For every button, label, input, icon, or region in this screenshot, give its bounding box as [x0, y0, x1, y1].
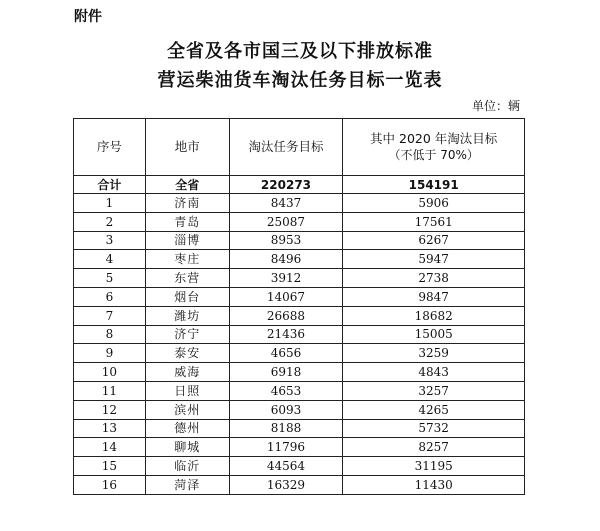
row-target-2020: 3257 [343, 381, 525, 400]
row-target-2020: 31195 [343, 457, 525, 476]
row-task: 26688 [229, 306, 343, 325]
row-task: 8496 [229, 250, 343, 269]
row-seq: 1 [74, 194, 146, 213]
row-city: 济宁 [145, 325, 229, 344]
table-row [74, 306, 525, 325]
row-city: 日照 [145, 381, 229, 400]
row-city: 淄博 [145, 231, 229, 250]
table-row [74, 325, 525, 344]
row-seq: 9 [74, 344, 146, 363]
total-target-2020: 154191 [343, 176, 525, 194]
table-row [74, 194, 525, 213]
row-city: 菏泽 [145, 475, 229, 494]
row-task: 14067 [229, 287, 343, 306]
row-task: 8953 [229, 231, 343, 250]
row-task: 6918 [229, 363, 343, 382]
row-target-2020: 5732 [343, 419, 525, 438]
row-city: 聊城 [145, 438, 229, 457]
row-city: 临沂 [145, 457, 229, 476]
row-city: 德州 [145, 419, 229, 438]
row-seq: 4 [74, 250, 146, 269]
row-target-2020: 11430 [343, 475, 525, 494]
row-city: 潍坊 [145, 306, 229, 325]
row-task: 8437 [229, 194, 343, 213]
row-target-2020: 8257 [343, 438, 525, 457]
table-row [74, 212, 525, 231]
table-row [74, 438, 525, 457]
row-task: 16329 [229, 475, 343, 494]
row-task: 4653 [229, 381, 343, 400]
document-title-line2: 营运柴油货车淘汰任务目标一览表 [157, 70, 443, 91]
row-seq: 12 [74, 400, 146, 419]
row-city: 东营 [145, 269, 229, 288]
table-row [74, 381, 525, 400]
table-row [74, 344, 525, 363]
row-task: 6093 [229, 400, 343, 419]
row-target-2020: 6267 [343, 231, 525, 250]
row-task: 44564 [229, 457, 343, 476]
row-task: 3912 [229, 269, 343, 288]
table-row [74, 419, 525, 438]
row-seq: 6 [74, 287, 146, 306]
row-task: 21436 [229, 325, 343, 344]
table-row [74, 475, 525, 494]
table-row [74, 287, 525, 306]
table-row [74, 250, 525, 269]
total-city: 全省 [145, 176, 229, 194]
row-target-2020: 4843 [343, 363, 525, 382]
header-task: 淘汰任务目标 [229, 119, 343, 176]
row-seq: 10 [74, 363, 146, 382]
unit-label: 单位：辆 [471, 99, 520, 113]
header-target-2020 [343, 119, 525, 176]
row-seq: 8 [74, 325, 146, 344]
row-seq: 3 [74, 231, 146, 250]
table-row [74, 400, 525, 419]
row-city: 滨州 [145, 400, 229, 419]
table-row [74, 457, 525, 476]
document-title-line1: 全省及各市国三及以下排放标准 [167, 41, 433, 62]
row-city: 威海 [145, 363, 229, 382]
row-seq: 13 [74, 419, 146, 438]
row-target-2020: 15005 [343, 325, 525, 344]
row-task: 25087 [229, 212, 343, 231]
row-seq: 16 [74, 475, 146, 494]
row-target-2020: 9847 [343, 287, 525, 306]
table-header-row [74, 119, 525, 176]
row-city: 枣庄 [145, 250, 229, 269]
row-target-2020: 3259 [343, 344, 525, 363]
row-seq: 2 [74, 212, 146, 231]
total-task: 220273 [229, 176, 343, 194]
header-seq: 序号 [74, 119, 146, 176]
header-city: 地市 [145, 119, 229, 176]
row-target-2020: 17561 [343, 212, 525, 231]
row-task: 4656 [229, 344, 343, 363]
row-seq: 7 [74, 306, 146, 325]
row-city: 泰安 [145, 344, 229, 363]
row-target-2020: 5947 [343, 250, 525, 269]
table-row [74, 363, 525, 382]
row-seq: 11 [74, 381, 146, 400]
attachment-label: 附件 [74, 9, 102, 25]
row-target-2020: 5906 [343, 194, 525, 213]
row-target-2020: 2738 [343, 269, 525, 288]
elimination-target-table [73, 118, 525, 495]
row-task: 11796 [229, 438, 343, 457]
table-row [74, 269, 525, 288]
header-target-line2: （不低于 70%） [388, 148, 479, 163]
row-city: 烟台 [145, 287, 229, 306]
row-city: 青岛 [145, 212, 229, 231]
row-seq: 15 [74, 457, 146, 476]
total-label: 合计 [74, 176, 146, 194]
total-row [74, 176, 525, 194]
header-target-line1: 其中 2020 年淘汰目标 [370, 130, 498, 146]
row-seq: 14 [74, 438, 146, 457]
row-seq: 5 [74, 269, 146, 288]
table-row [74, 231, 525, 250]
row-target-2020: 18682 [343, 306, 525, 325]
row-city: 济南 [145, 194, 229, 213]
row-task: 8188 [229, 419, 343, 438]
row-target-2020: 4265 [343, 400, 525, 419]
